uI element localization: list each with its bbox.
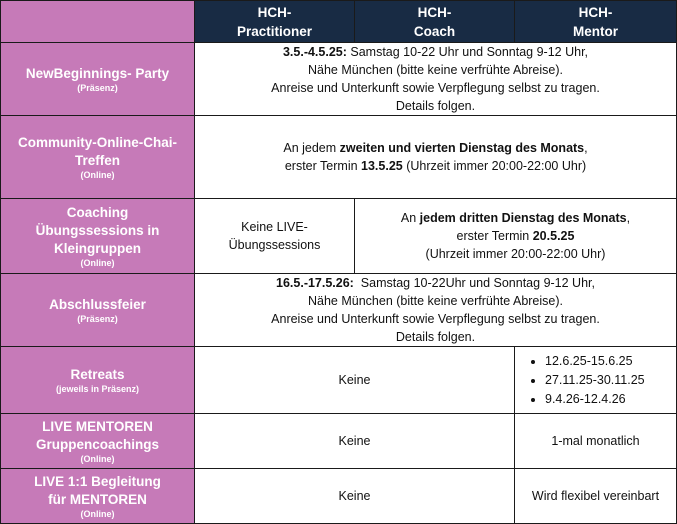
event-costs: Anreise und Unterkunft sowie Verpflegung selbst zu tragen. <box>271 81 600 95</box>
event-details: Details folgen. <box>395 99 476 113</box>
cell-coaching-coach-mentor <box>355 199 677 274</box>
rowhead-abschluss <box>1 274 195 347</box>
row-subtitle: (Präsenz) <box>77 313 118 324</box>
event-date: 16.5.-17.5.26: <box>276 276 354 290</box>
none-text: Keine <box>338 489 371 503</box>
cell-coaching-practitioner <box>195 199 355 274</box>
row-title: Coaching Übungssessions in Kleingruppen <box>35 204 160 256</box>
rowhead-retreats <box>1 347 195 414</box>
event-details: Details folgen. <box>395 330 476 344</box>
row-coaching <box>1 199 677 274</box>
event-date: 3.5.-4.5.25: <box>282 45 347 59</box>
none-text: Keine <box>338 434 371 448</box>
row-subtitle: (Präsenz) <box>77 82 118 93</box>
retreat-dates-list <box>515 352 676 409</box>
event-time: Samstag 10-22 Uhr und Sonntag 9-12 Uhr, <box>346 45 589 59</box>
cell-newbeginnings <box>195 43 677 116</box>
event-location: Nähe München (bitte keine verfrühte Abreise). <box>308 63 563 77</box>
row-subtitle: (jeweils in Präsenz) <box>55 383 140 394</box>
row-subtitle: (Online) <box>80 257 115 268</box>
text: erster Termin <box>284 159 362 173</box>
first-date: 20.5.25 <box>532 229 575 243</box>
no-sessions: Keine LIVE-Übungssessions <box>228 220 321 252</box>
row-community <box>1 116 677 199</box>
cell-begleitung-none <box>195 469 515 524</box>
rowhead-coaching <box>1 199 195 274</box>
header-mentor: HCH- Mentor <box>515 1 677 43</box>
row-title: Abschlussfeier <box>49 296 146 312</box>
cell-gruppen-none <box>195 414 515 469</box>
event-time: Samstag 10-22Uhr und Sonntag 9-12 Uhr, <box>353 276 595 290</box>
header-coach: HCH- Coach <box>355 1 515 43</box>
row-newbeginnings <box>1 43 677 116</box>
header-practitioner: HCH- Practitioner <box>195 1 355 43</box>
row-title: LIVE 1:1 Begleitung für MENTOREN <box>34 473 161 507</box>
rowhead-community <box>1 116 195 199</box>
frequency: 1-mal monatlich <box>551 434 640 448</box>
row-retreats <box>1 347 677 414</box>
event-location: Nähe München (bitte keine verfrühte Abreise). <box>308 294 563 308</box>
text: , <box>626 211 631 225</box>
rowhead-gruppen <box>1 414 195 469</box>
list-item: • 27.11.25-30.11.25 <box>545 371 676 390</box>
arrangement: Wird flexibel vereinbart <box>531 489 660 503</box>
first-date: 13.5.25 <box>361 159 403 173</box>
text: erster Termin <box>456 229 533 243</box>
row-subtitle: (Online) <box>80 453 115 464</box>
none-text: Keine <box>338 373 371 387</box>
cell-abschluss <box>195 274 677 347</box>
time: (Uhrzeit immer 20:00-22:00 Uhr) <box>425 247 606 261</box>
row-title: Retreats <box>70 366 125 382</box>
text: (Uhrzeit immer 20:00-22:00 Uhr) <box>402 159 587 173</box>
row-title: LIVE MENTOREN Gruppencoachings <box>35 418 160 452</box>
list-item: • 9.4.26-12.4.26 <box>545 390 676 409</box>
row-abschluss <box>1 274 677 347</box>
row-subtitle: (Online) <box>80 508 115 519</box>
rowhead-newbeginnings <box>1 43 195 116</box>
row-subtitle: (Online) <box>80 169 115 180</box>
cell-retreats-mentor <box>515 347 677 414</box>
cell-community <box>195 116 677 199</box>
schedule: zweiten und vierten Dienstag des Monats <box>339 141 585 155</box>
text: An <box>400 211 420 225</box>
cell-retreats-none <box>195 347 515 414</box>
row-title: Community-Online-Chai-Treffen <box>18 134 177 168</box>
event-costs: Anreise und Unterkunft sowie Verpflegung selbst zu tragen. <box>271 312 600 326</box>
cell-begleitung-mentor <box>515 469 677 524</box>
text: , <box>584 141 588 155</box>
header-row <box>1 1 677 43</box>
row-gruppen <box>1 414 677 469</box>
row-begleitung <box>1 469 677 524</box>
schedule: jedem dritten Dienstag des Monats <box>419 211 627 225</box>
row-title: NewBeginnings- Party <box>25 65 170 81</box>
rowhead-begleitung <box>1 469 195 524</box>
text: An jedem <box>283 141 340 155</box>
list-item: • 12.6.25-15.6.25 <box>545 352 676 371</box>
cell-gruppen-mentor <box>515 414 677 469</box>
corner-cell <box>1 1 195 43</box>
